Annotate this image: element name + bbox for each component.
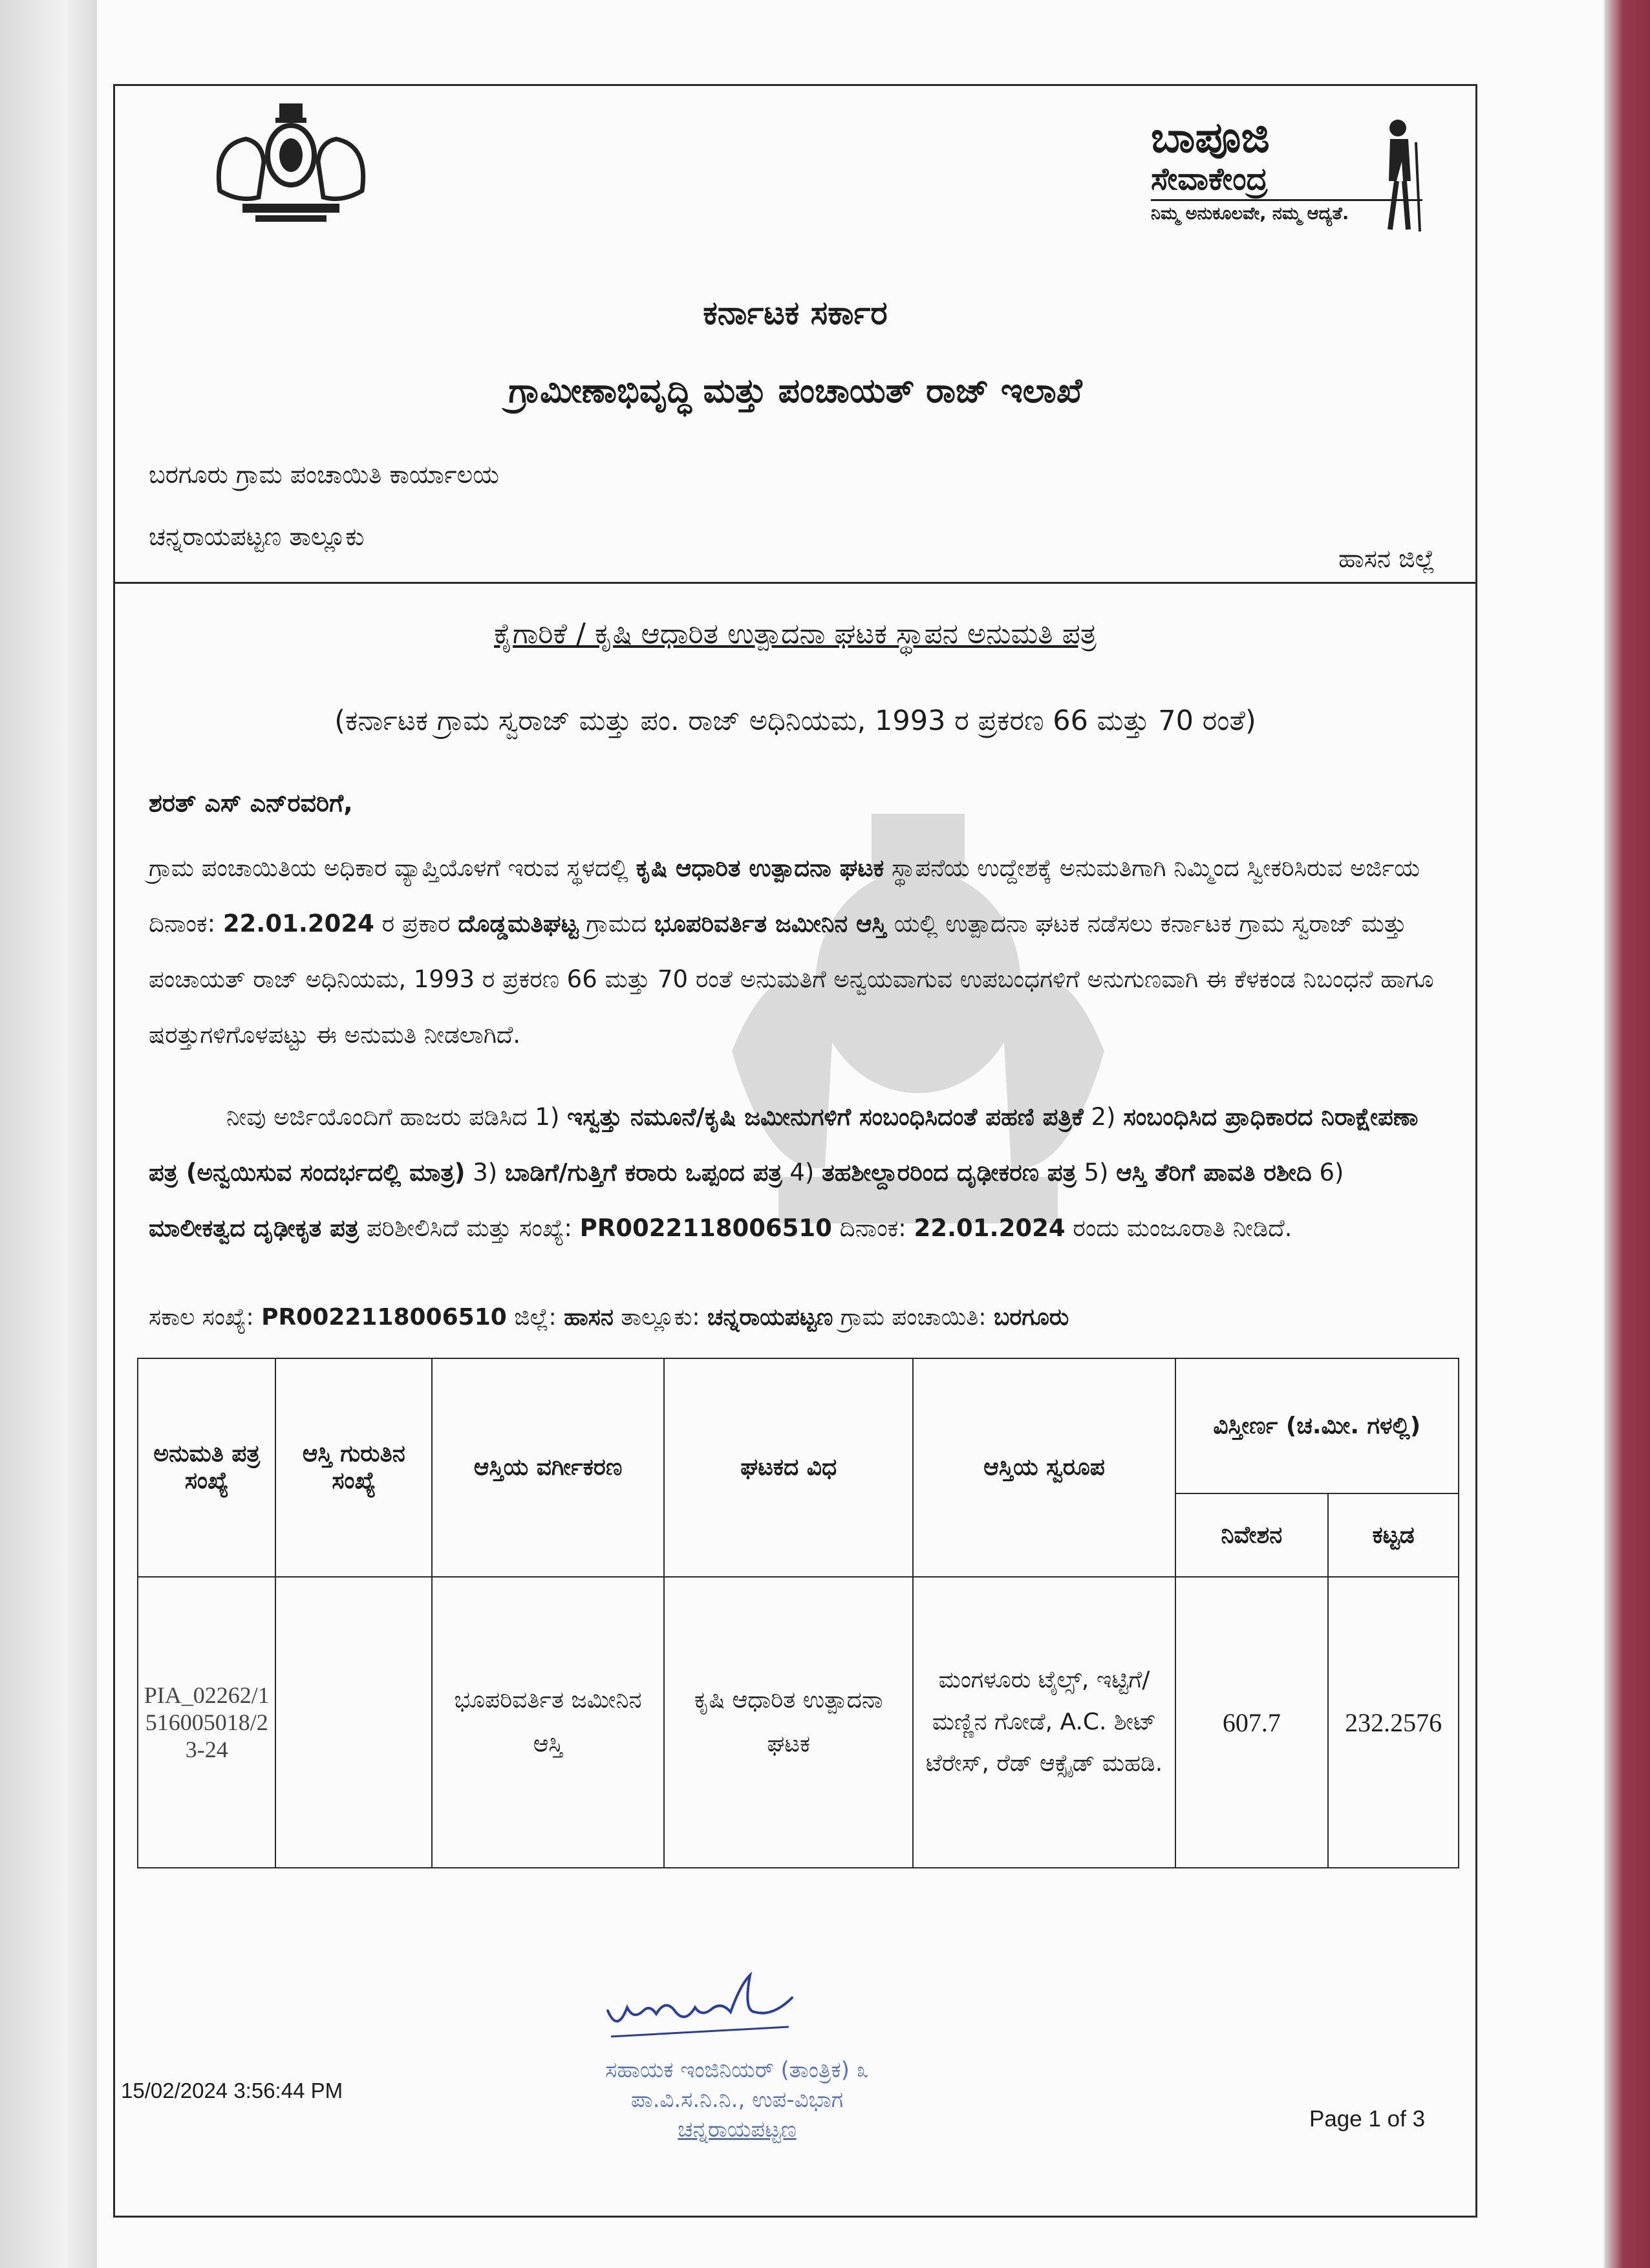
gandhi-figure-icon [1371, 116, 1429, 233]
header-divider [113, 582, 1477, 584]
p2-text: 6) [1311, 1159, 1344, 1186]
header-area: ವಿಸ್ತೀರ್ಣ (ಚ.ಮೀ. ಗಳಲ್ಲಿ) [1175, 1358, 1459, 1493]
page-edge-left [0, 0, 110, 2268]
p2-text: 5) [1076, 1159, 1117, 1186]
header-unit-type: ಘಟಕದ ವಿಧ [664, 1358, 913, 1577]
page-edge-right [1605, 0, 1650, 2268]
office-name: ಬರಗೂರು ಗ್ರಾಮ ಪಂಚಾಯಿತಿ ಕಾರ್ಯಾಲಯ [149, 460, 499, 489]
sakala-gp-label: ಗ್ರಾಮ ಪಂಚಾಯಿತಿ: [833, 1304, 994, 1331]
document-4: ತಹಶೀಲ್ದಾರರಿಂದ ದೃಢೀಕರಣ ಪತ್ರ [822, 1159, 1077, 1186]
p1-text: ಗ್ರಾಮದ [578, 910, 654, 937]
application-date: 22.01.2024 [222, 910, 374, 937]
approval-number: PR0022118006510 [579, 1214, 832, 1242]
document-6: ಮಾಲೀಕತ್ವದ ದೃಢೀಕೃತ ಪತ್ರ [149, 1214, 359, 1242]
cell-unit-type: ಕೃಷಿ ಆಧಾರಿತ ಉತ್ಪಾದನಾ ಘಟಕ [664, 1577, 913, 1868]
sakala-district: ಹಾಸನ [564, 1304, 614, 1331]
header-classification: ಆಸ್ತಿಯ ವರ್ಗೀಕರಣ [432, 1358, 664, 1577]
page-number: Page 1 of 3 [1309, 2106, 1426, 2132]
p1-text: ಸ್ಥಾಪನೆಯ ಉದ್ದೇಶಕ್ಕೆ ಅನುಮತಿಗಾಗಿ ನಿಮ್ಮಿಂದ ಸ್ವೀಕರಿಸಿರುವ ಅರ್ಜಿಯ ದಿನಾಂಕ: [149, 854, 1420, 937]
table-header-row [138, 1358, 1459, 1493]
sakala-taluk-label: ತಾಲ್ಲೂಕು: [613, 1304, 707, 1331]
p2-text: 2) [1083, 1103, 1124, 1131]
documents-paragraph [149, 1089, 1442, 1256]
stamp-office: ಪಾ.ವಿ.ಸ.ನಿ.ನಿ., ಉಪ-ವಿಭಾಗ [630, 2086, 844, 2113]
salutation: ಶರತ್ ಎಸ್ ಎನ್‌ರವರಿಗೆ, [149, 789, 353, 817]
property-type: ಭೂಪರಿವರ್ತಿತ ಜಮೀನಿನ ಆಸ್ತಿ [654, 910, 887, 937]
p1-text: ಗ್ರಾಮ ಪಂಚಾಯಿತಿಯ ಅಧಿಕಾರ ವ್ಯಾಪ್ತಿಯೊಳಗೆ ಇರುವ ಸ್ಥಳದಲ್ಲಿ [149, 854, 636, 882]
permission-paragraph [149, 840, 1442, 1063]
permit-table [137, 1358, 1459, 1868]
print-timestamp: 15/02/2024 3:56:44 PM [121, 2079, 343, 2102]
header-property-nature: ಆಸ್ತಿಯ ಸ್ವರೂಪ [913, 1358, 1175, 1577]
p2-text: ನೀವು ಅರ್ಜಿಯೊಂದಿಗೆ ಹಾಜರು ಪಡಿಸಿದ 1) [226, 1103, 568, 1131]
p2-text: ದಿನಾಂಕ: [831, 1214, 914, 1242]
government-title: ಕರ್ನಾಟಕ ಸರ್ಕಾರ [703, 294, 888, 332]
stamp-designation: ಸಹಾಯಕ ಇಂಜಿನಿಯರ್ (ತಾಂತ್ರಿಕ) ೩ [605, 2057, 869, 2083]
sakala-line [149, 1290, 1442, 1345]
cell-property-id [275, 1577, 432, 1868]
p1-text: ಯಲ್ಲಿ ಉತ್ಪಾದನಾ ಘಟಕ ನಡೆಸಲು ಕರ್ನಾಟಕ ಗ್ರಾಮ ಸ್ವರಾಜ್ ಮತ್ತು ಪಂಚಾಯತ್ ರಾಜ್ ಅಧಿನಿಯಮ, 1993 ರ ಪ್ರಕರಣ 66 ಮತ್ತು 70 ರಂತೆ ಅನುಮತಿಗೆ ಅನ್ವಯವಾಗುವ ಉಪಬಂಧಗಳಿಗೆ ಅನುಗುಣವಾಗಿ ಈ ಕೆಳಕಂಡ ನಿಬಂಧನೆ ಹಾಗೂ ಷರತ್ತುಗಳಿಗೊಳಪಟ್ಟು ಈ ಅನುಮತಿ ನೀಡಲಾಗಿದೆ. [149, 910, 1434, 1049]
village-name: ದೊಡ್ಡಮತಿಘಟ್ಟ [458, 910, 579, 937]
p2-text: ರಂದು ಮಂಜೂರಾತಿ ನೀಡಿದೆ. [1065, 1214, 1292, 1242]
karnataka-emblem-icon [207, 100, 375, 230]
official-stamp [517, 2056, 957, 2145]
department-title: ಗ್ರಾಮೀಣಾಭಿವೃದ್ಧಿ ಮತ್ತು ಪಂಚಾಯತ್ ರಾಜ್ ಇಲಾಖೆ [508, 372, 1082, 411]
brand-tagline: ನಿಮ್ಮ ಅನುಕೂಲವೇ, ನಮ್ಮ ಆದ್ಯತೆ. [1151, 199, 1422, 224]
sakala-gp: ಬರಗೂರು [993, 1304, 1069, 1331]
approval-date: 22.01.2024 [914, 1214, 1066, 1242]
verified-signature [605, 1972, 798, 2043]
sakala-district-label: ಜಿಲ್ಲೆ: [506, 1304, 564, 1331]
p2-text: ಪರಿಶೀಲಿಸಿದೆ ಮತ್ತು ಸಂಖ್ಯೆ: [359, 1214, 580, 1242]
p1-unit-type: ಕೃಷಿ ಆಧಾರಿತ ಉತ್ಪಾದನಾ ಘಟಕ [636, 854, 884, 882]
cell-site-area: 607.7 [1175, 1577, 1329, 1868]
document-3: ಬಾಡಿಗೆ/ಗುತ್ತಿಗೆ ಕರಾರು ಒಪ್ಪಂದ ಪತ್ರ [505, 1159, 782, 1186]
p2-text: 4) [782, 1159, 822, 1186]
sakala-label: ಸಕಾಲ ಸಂಖ್ಯೆ: [149, 1304, 262, 1331]
p1-text: ರ ಪ್ರಕಾರ [374, 910, 458, 937]
stamp-place: ಚನ್ನರಾಯಪಟ್ಟಣ [678, 2116, 797, 2143]
cell-building-area: 232.2576 [1328, 1577, 1459, 1868]
document-1: ಇಸ್ವತ್ತು ನಮೂನೆ/ಕೃಷಿ ಜಮೀನುಗಳಿಗೆ ಸಂಬಂಧಿಸಿದಂತೆ ಪಹಣಿ ಪತ್ರಿಕೆ [567, 1103, 1084, 1131]
act-reference: (ಕರ್ನಾಟಕ ಗ್ರಾಮ ಸ್ವರಾಜ್ ಮತ್ತು ಪಂ. ರಾಜ್ ಅಧಿನಿಯಮ, 1993 ರ ಪ್ರಕರಣ 66 ಮತ್ತು 70 ರಂತೆ) [334, 705, 1256, 737]
header-building: ಕಟ್ಟಡ [1328, 1493, 1459, 1577]
cell-classification: ಭೂಪರಿವರ್ತಿತ ಜಮೀನಿನ ಆಸ್ತಿ [432, 1577, 664, 1868]
permit-title: ಕೈಗಾರಿಕೆ / ಕೃಷಿ ಆಧಾರಿತ ಉತ್ಪಾದನಾ ಘಟಕ ಸ್ಥಾಪನ ಅನುಮತಿ ಪತ್ರ [493, 617, 1097, 650]
table-row [138, 1577, 1459, 1868]
header-permit-no: ಅನುಮತಿ ಪತ್ರ ಸಂಖ್ಯೆ [138, 1358, 275, 1577]
header-property-id: ಆಸ್ತಿ ಗುರುತಿನ ಸಂಖ್ಯೆ [275, 1358, 432, 1577]
document-2: ಸಂಬಂಧಿಸಿದ ಪ್ರಾಧಿಕಾರದ ನಿರಾಕ್ಷೇಪಣಾ ಪತ್ರ (ಅನ್ವಯಿಸುವ ಸಂದರ್ಭದಲ್ಲಿ ಮಾತ್ರ) [149, 1103, 1419, 1186]
cell-permit-no: PIA_02262/1516005018/23-24 [138, 1577, 275, 1868]
district-name: ಹಾಸನ ಜಿಲ್ಲೆ [1338, 544, 1435, 573]
document-5: ಆಸ್ತಿ ತೆರಿಗೆ ಪಾವತಿ ರಶೀದಿ [1116, 1159, 1312, 1186]
brand-title: ಬಾಪೂಜಿ [1151, 112, 1270, 162]
cell-property-nature: ಮಂಗಳೂರು ಟೈಲ್ಸ್, ಇಟ್ಟಿಗೆ/ ಮಣ್ಣಿನ ಗೋಡೆ, A.C. ಶೀಟ್ ಟೆರೇಸ್, ರೆಡ್ ಆಕ್ಸೈಡ್ ಮಹಡಿ. [913, 1577, 1175, 1868]
sakala-number: PR0022118006510 [261, 1304, 507, 1331]
header-site: ನಿವೇಶನ [1175, 1493, 1329, 1577]
p2-text: 3) [465, 1159, 505, 1186]
brand-subtitle: ಸೇವಾಕೇಂದ್ರ [1151, 161, 1268, 197]
sakala-taluk: ಚನ್ನರಾಯಪಟ್ಟಣ [707, 1304, 833, 1331]
taluk-name: ಚನ್ನರಾಯಪಟ್ಟಣ ತಾಲ್ಲೂಕು [149, 522, 365, 551]
